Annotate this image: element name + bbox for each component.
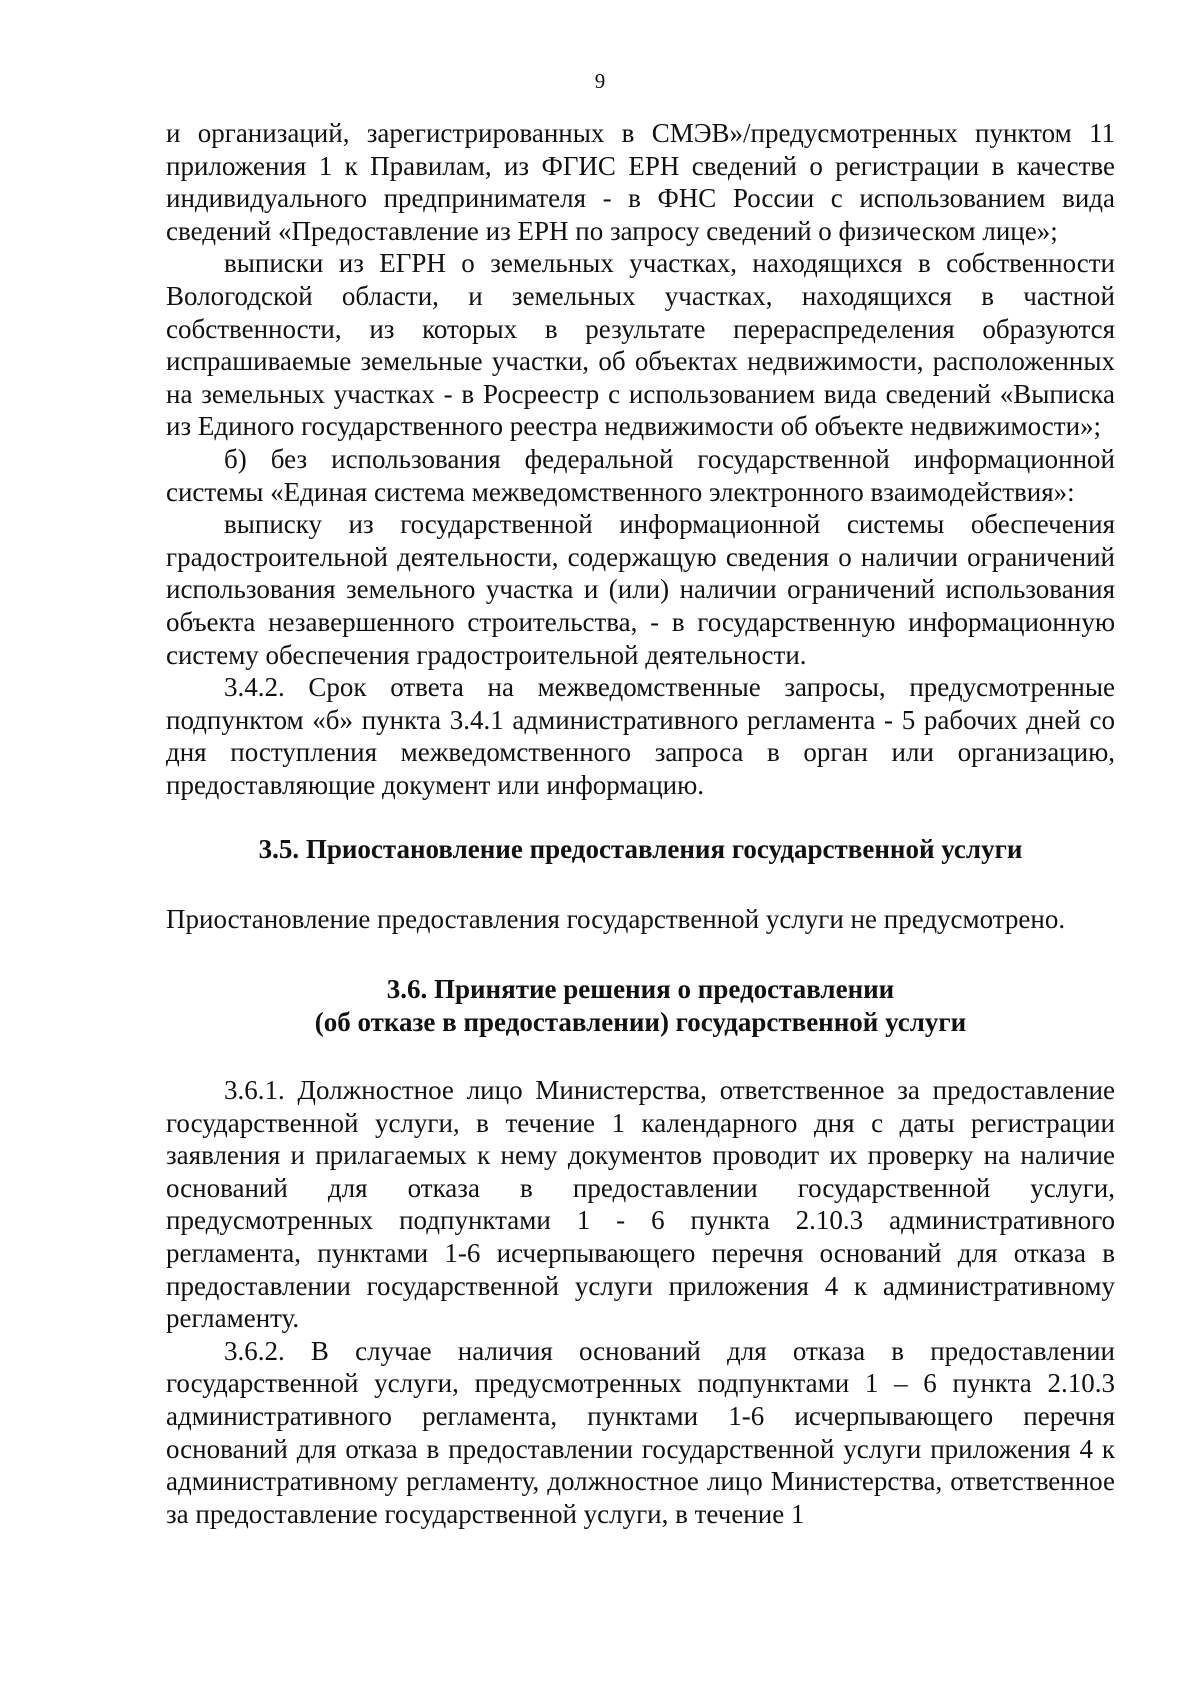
section-3-5-text: Приостановление предоставления государственной услуги не предусмотрено.: [166, 904, 1066, 935]
section-3-5-heading: 3.5. Приостановление предоставления государственной услуги: [258, 834, 1023, 865]
page-number: 9: [594, 69, 606, 93]
paragraph-3-6-1: 3.6.1. Должностное лицо Министерства, ответственное за предоставление государственной услуги, в течение 1 календарного дня с даты регистрации заявления и прилагаемых к нему документов проводит их проверку на наличие оснований для отказа в предоставлении государственной услуги, предусмотренных подпунктами 1 - 6 пункта 2.10.3 административного регламента, пунктами 1-6 исчерпывающего перечня оснований для отказа в предоставлении государственной услуги приложения 4 к административному регламенту.: [166, 1075, 1115, 1334]
paragraph-egrn-extracts: выписки из ЕГРН о земельных участках, находящихся в собственности Вологодской области, и земельных участках, находящихся в частной собственности, из которых в результате перераспределения образуются испрашиваемые земельные участки, об объектах недвижимости, расположенных на земельных участках - в Росреестр с использованием вида сведений «Выписка из Единого государственного реестра недвижимости об объекте недвижимости»;: [166, 248, 1115, 442]
paragraph-isogd-extract: выписку из государственной информационной системы обеспечения градостроительной деятельности, содержащую сведения о наличии ограничений использования земельного участка и (или) наличии ограничений использования объекта незавершенного строительства, - в государственную информационную систему обеспечения градостроительной деятельности.: [166, 509, 1115, 670]
section-3-6-heading-line-2: (об отказе в предоставлении) государственной услуги: [314, 1007, 967, 1038]
section-3-6-heading: [166, 973, 1115, 1039]
paragraph-3-6-2: 3.6.2. В случае наличия оснований для отказа в предоставлении государственной услуги, предусмотренных подпунктами 1 – 6 пункта 2.10.3 административного регламента, пунктами 1-6 исчерпывающего перечня оснований для отказа в предоставлении государственной услуги приложения 4 к административному регламенту, должностное лицо Министерства, ответственное за предоставление государственной услуги, в течение 1: [166, 1335, 1115, 1529]
paragraph-continuation: и организаций, зарегистрированных в СМЭВ»/предусмотренных пунктом 11 приложения 1 к Правилам, из ФГИС ЕРН сведений о регистрации в качестве индивидуального предпринимателя - в ФНС России с использованием вида сведений «Предоставление из ЕРН по запросу сведений о физическом лице»;: [166, 118, 1115, 246]
section-3-6-heading-line-1: 3.6. Принятие решения о предоставлении: [386, 974, 895, 1005]
document-body: [166, 117, 1115, 1530]
paragraph-without-smev: б) без использования федеральной государственной информационной системы «Единая система межведомственного электронного взаимодействия»:: [166, 443, 1115, 507]
paragraph-3-4-2: 3.4.2. Срок ответа на межведомственные запросы, предусмотренные подпунктом «б» пункта 3.4.1 административного регламента - 5 рабочих дней со дня поступления межведомственного запроса в орган или организацию, предоставляющие документ или информацию.: [166, 672, 1115, 800]
